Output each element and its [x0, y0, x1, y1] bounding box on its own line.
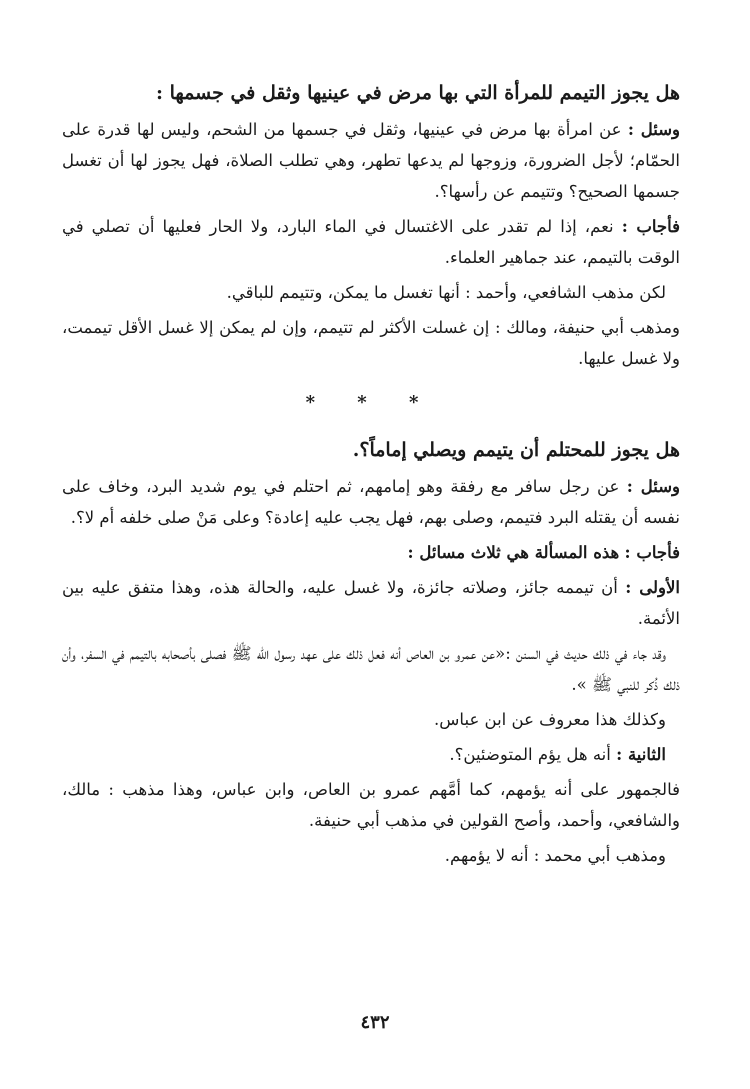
abu-hanifa-opinion-paragraph: ومذهب أبي حنيفة، ومالك : إن غسلت الأكثر لم تتيمم، وإن لم يمكن إلا غسل الأقل تيممت، ولا غسل عليها. — [62, 318, 680, 368]
second-issue-paragraph — [62, 739, 680, 770]
ibn-abbas-paragraph: وكذلك هذا معروف عن ابن عباس. — [434, 710, 666, 729]
page-number: ٤٣٢ — [360, 1012, 390, 1033]
second-issue-text: أنه هل يؤم المتوضئين؟. — [449, 745, 611, 764]
first-issue-text: أن تيممه جائز، وصلاته جائزة، ولا غسل عليه، والحالة هذه، وهذا متفق عليه بين الأئمة. — [62, 578, 680, 628]
answer-paragraph — [62, 211, 680, 273]
hadith-paragraph: وقد جاء في ذلك حديث في السنن :«عن عمرو بن العاص أنه فعل ذلك على عهد رسول الله ﷺ فصلى بأصحابه بالتيمم في السفر، وأن ذلك ذُكر للنبي ﷺ ». — [62, 644, 680, 694]
answer-lead: فأجاب : — [624, 543, 680, 562]
section-title-muhtalim: هل يجوز للمحتلم أن يتيمم ويصلي إماماً؟. — [352, 439, 680, 461]
abu-muhammad-opinion-paragraph: ومذهب أبي محمد : أنه لا يؤمهم. — [444, 846, 666, 865]
first-issue-lead: الأولى : — [625, 578, 680, 597]
question-paragraph — [62, 471, 680, 533]
question-text: عن رجل سافر مع رفقة وهو إمامهم، ثم احتلم في يوم شديد البرد، وخاف على نفسه أن يقتله البرد فتيمم، وصلى بهم، فهل يجب عليه إعادة؟ وعلى مَنْ صلى خلفه أم لا؟. — [62, 477, 680, 527]
majority-opinion-paragraph: فالجمهور على أنه يؤمهم، كما أمَّهم عمرو بن العاص، وابن عباس، وهذا مذهب : مالك، والشافعي، وأحمد، وأصح القولين في مذهب أبي حنيفة. — [62, 780, 680, 830]
page-body — [62, 78, 680, 875]
answer-paragraph — [62, 537, 680, 568]
answer-lead: فأجاب : — [621, 217, 681, 236]
section-title-tayammum-woman: هل يجوز التيمم للمرأة التي بها مرض في عينيها وثقل في جسمها : — [155, 82, 680, 104]
section-divider: * * * — [305, 392, 437, 413]
shafii-opinion-paragraph: لكن مذهب الشافعي، وأحمد : أنها تغسل ما يمكن، وتتيمم للباقي. — [226, 283, 666, 302]
question-text: عن امرأة بها مرض في عينيها، وثقل في جسمها من الشحم، وليس لها قدرة على الحمّام؛ لأجل الضرورة، وزوجها لم يدعها تطهر، وهي تطلب الصلاة، فهل يجوز لها أن تغسل جسمها الصحيح؟ وتتيمم عن رأسها؟. — [62, 120, 680, 201]
first-issue-paragraph — [62, 572, 680, 634]
answer-text: نعم، إذا لم تقدر على الاغتسال في الماء البارد، ولا الحار فعليها أن تصلي في الوقت بالتيمم، عند جماهير العلماء. — [62, 217, 680, 267]
second-issue-lead: الثانية : — [616, 745, 666, 764]
answer-text: هذه المسألة هي ثلاث مسائل : — [407, 543, 620, 562]
question-lead: وسئل : — [627, 120, 680, 139]
question-paragraph — [62, 114, 680, 207]
question-lead: وسئل : — [626, 477, 680, 496]
